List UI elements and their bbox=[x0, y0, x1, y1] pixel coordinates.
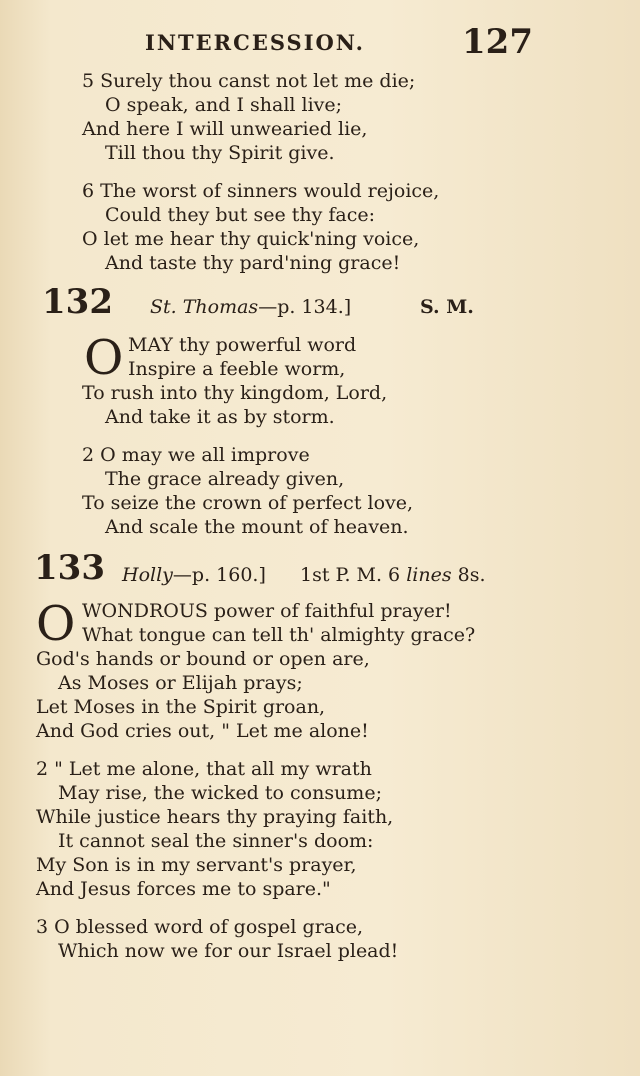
verse-line: Till thou thy Spirit give. bbox=[105, 142, 335, 164]
verse-line: God's hands or bound or open are, bbox=[36, 648, 370, 670]
verse-line: O speak, and I shall live; bbox=[105, 94, 343, 116]
verse-line: 2 " Let me alone, that all my wrath bbox=[36, 758, 372, 780]
verse-line: Could they but see thy face: bbox=[105, 204, 376, 226]
meter-italic: lines bbox=[406, 564, 452, 586]
verse-line: WONDROUS power of faithful prayer! bbox=[82, 600, 452, 622]
tune-name: St. Thomas bbox=[150, 296, 259, 318]
verse-line: Inspire a feeble worm, bbox=[128, 358, 346, 380]
verse-line: While justice hears thy praying faith, bbox=[36, 806, 394, 828]
verse-line: My Son is in my servant's prayer, bbox=[36, 854, 357, 876]
tune-name: Holly bbox=[122, 564, 173, 586]
running-title: INTERCESSION. bbox=[145, 30, 365, 55]
verse-line: The grace already given, bbox=[105, 468, 345, 490]
verse-line: To rush into thy kingdom, Lord, bbox=[82, 382, 388, 404]
verse-line: And scale the mount of heaven. bbox=[105, 516, 409, 538]
hymn-number: 133 bbox=[34, 548, 105, 588]
meter: S. M. bbox=[420, 296, 474, 318]
drop-cap: O bbox=[84, 330, 124, 386]
verse-line: Which now we for our Israel plead! bbox=[58, 940, 399, 962]
meter-suffix: 8s. bbox=[451, 564, 486, 586]
verse-line: MAY thy powerful word bbox=[128, 334, 357, 356]
verse-line: To seize the crown of perfect love, bbox=[82, 492, 414, 514]
page-header bbox=[0, 22, 640, 62]
verse-line: 3 O blessed word of gospel grace, bbox=[36, 916, 364, 938]
verse-line: What tongue can tell th' almighty grace? bbox=[82, 624, 476, 646]
verse-line: May rise, the wicked to consume; bbox=[58, 782, 382, 804]
hymn-number: 132 bbox=[42, 282, 113, 322]
tune-reference bbox=[150, 296, 351, 318]
verse-line: 6 The worst of sinners would rejoice, bbox=[82, 180, 440, 202]
drop-cap: O bbox=[36, 596, 76, 652]
verse-line: And Jesus forces me to spare." bbox=[36, 878, 331, 900]
verse-line: O let me hear thy quick'ning voice, bbox=[82, 228, 420, 250]
tune-reference bbox=[122, 564, 266, 586]
meter bbox=[300, 564, 486, 586]
verse-line: Let Moses in the Spirit groan, bbox=[36, 696, 326, 718]
verse-line: 5 Surely thou canst not let me die; bbox=[82, 70, 416, 92]
verse-line: And here I will unwearied lie, bbox=[82, 118, 368, 140]
verse-line: 2 O may we all improve bbox=[82, 444, 310, 466]
tune-page: —p. 134.] bbox=[258, 296, 352, 318]
verse-line: And God cries out, " Let me alone! bbox=[36, 720, 369, 742]
tune-page: —p. 160.] bbox=[172, 564, 266, 586]
page-number: 127 bbox=[462, 22, 533, 62]
verse-line: And take it as by storm. bbox=[105, 406, 335, 428]
verse-line: And taste thy pard'ning grace! bbox=[105, 252, 401, 274]
meter-prefix: 1st P. M. 6 bbox=[300, 564, 407, 586]
verse-line: As Moses or Elijah prays; bbox=[58, 672, 303, 694]
verse-line: It cannot seal the sinner's doom: bbox=[58, 830, 374, 852]
